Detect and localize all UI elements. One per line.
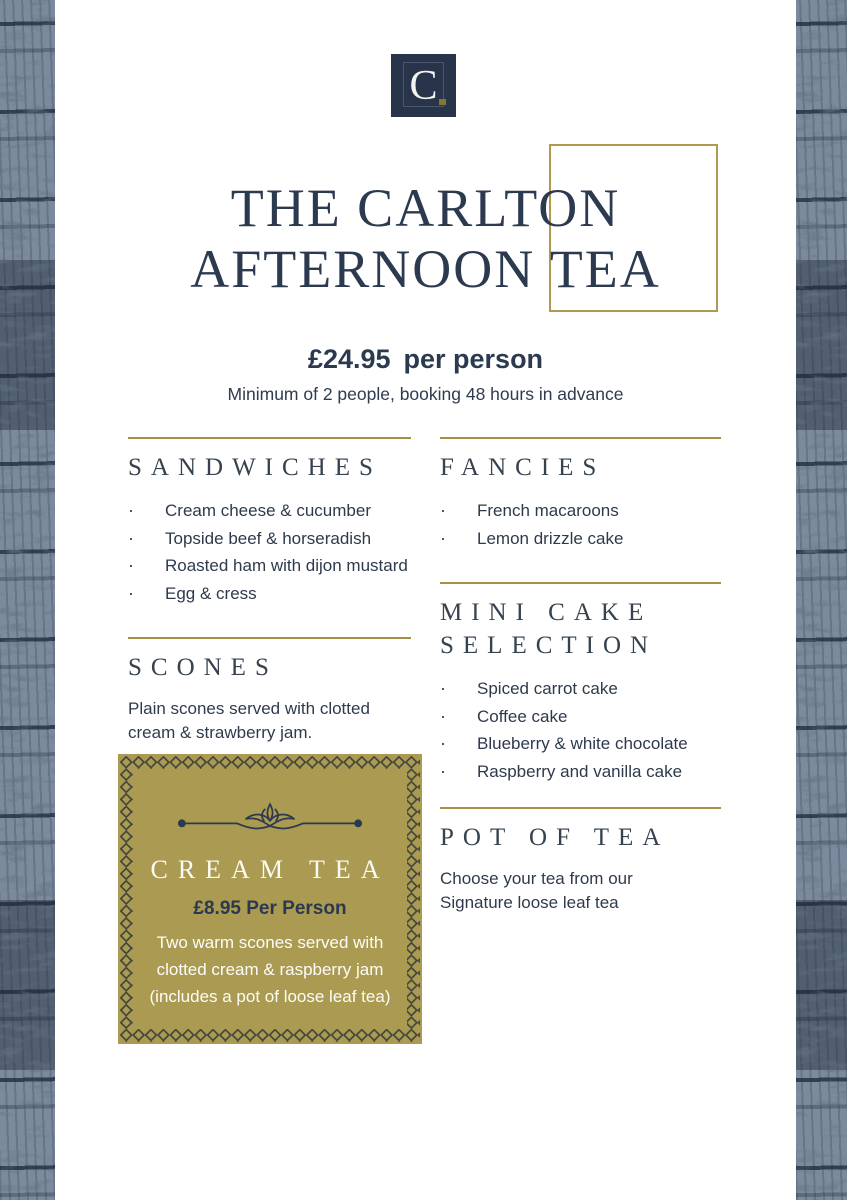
menu-item	[440, 497, 721, 525]
item-label: Cream cheese & cucumber	[165, 501, 371, 520]
menu-item	[440, 758, 721, 786]
logo-gold-chip	[439, 99, 446, 105]
section-title-scones: SCONES	[128, 654, 278, 681]
section-title-pot-of-tea: POT OF TEA	[440, 824, 670, 851]
menu-item	[128, 525, 411, 553]
bullet-icon: ·	[440, 705, 446, 726]
gold-rule	[128, 637, 411, 639]
price-unit: per person	[403, 344, 544, 374]
cream-tea-desc-line: Two warm scones served with	[156, 933, 384, 952]
title-line-2: AFTERNOON TEA	[190, 239, 661, 299]
texture-grain	[0, 0, 55, 1200]
item-label: Raspberry and vanilla cake	[477, 761, 683, 781]
hotel-logo	[391, 54, 456, 117]
menu-item	[128, 580, 411, 608]
scones-description: Plain scones served with clotted cream & strawberry jam.	[128, 699, 370, 742]
fancies-list	[440, 497, 721, 552]
logo-letter: C	[409, 62, 438, 109]
item-label: Topside beef & horseradish	[165, 528, 372, 548]
cream-tea-desc-line: clotted cream & raspberry jam	[156, 960, 384, 979]
left-column	[128, 432, 411, 745]
item-label: Lemon drizzle cake	[477, 528, 624, 548]
cream-tea-card	[118, 754, 422, 1044]
section-title-mini-cake-selection: MINI CAKE SELECTION	[440, 599, 658, 659]
mini-cake-list	[440, 675, 721, 785]
bullet-icon: ·	[440, 760, 446, 781]
left-texture-border	[0, 0, 55, 1200]
menu-item	[440, 703, 721, 731]
bullet-icon: ·	[128, 555, 134, 575]
flourish-ornament-icon	[174, 799, 366, 839]
menu-item	[440, 675, 721, 703]
booking-note: Minimum of 2 people, booking 48 hours in advance	[227, 384, 624, 404]
page-title	[55, 178, 796, 300]
item-label: Spiced carrot cake	[477, 679, 618, 698]
cream-tea-price: £8.95 Per Person	[193, 898, 347, 919]
bullet-icon: ·	[128, 527, 134, 548]
gold-rule	[440, 437, 721, 439]
pot-of-tea-description: Choose your tea from our Signature loose leaf tea	[440, 869, 633, 912]
bullet-icon: ·	[440, 678, 446, 698]
cream-tea-card-inner	[133, 769, 407, 1029]
item-label: Egg & cress	[165, 583, 257, 603]
sandwiches-list	[128, 497, 411, 607]
menu-item	[128, 552, 411, 580]
item-label: Coffee cake	[477, 706, 568, 726]
bullet-icon: ·	[128, 500, 134, 520]
cream-tea-description	[133, 929, 407, 1010]
section-title-sandwiches: SANDWICHES	[128, 454, 382, 481]
gold-rule	[128, 437, 411, 439]
item-label: Blueberry & white chocolate	[477, 734, 688, 753]
right-column	[440, 432, 721, 915]
texture-grain	[796, 0, 847, 1200]
menu-item	[128, 497, 411, 525]
item-label: Roasted ham with dijon mustard	[165, 556, 408, 575]
cream-tea-desc-line: (includes a pot of loose leaf tea)	[149, 987, 391, 1006]
bullet-icon: ·	[128, 582, 134, 603]
menu-item	[440, 525, 721, 553]
cream-tea-title: CREAM TEA	[150, 855, 390, 884]
bullet-icon: ·	[440, 733, 446, 753]
price-value: £24.95	[307, 344, 391, 374]
bullet-icon: ·	[440, 500, 446, 520]
title-line-1: THE CARLTON	[230, 178, 621, 238]
menu-item	[440, 730, 721, 758]
right-texture-border	[796, 0, 847, 1200]
gold-rule	[440, 582, 721, 584]
item-label: French macaroons	[477, 501, 619, 520]
gold-rule	[440, 807, 721, 809]
price-line	[55, 344, 796, 375]
bullet-icon: ·	[440, 527, 446, 548]
section-title-fancies: FANCIES	[440, 454, 606, 481]
